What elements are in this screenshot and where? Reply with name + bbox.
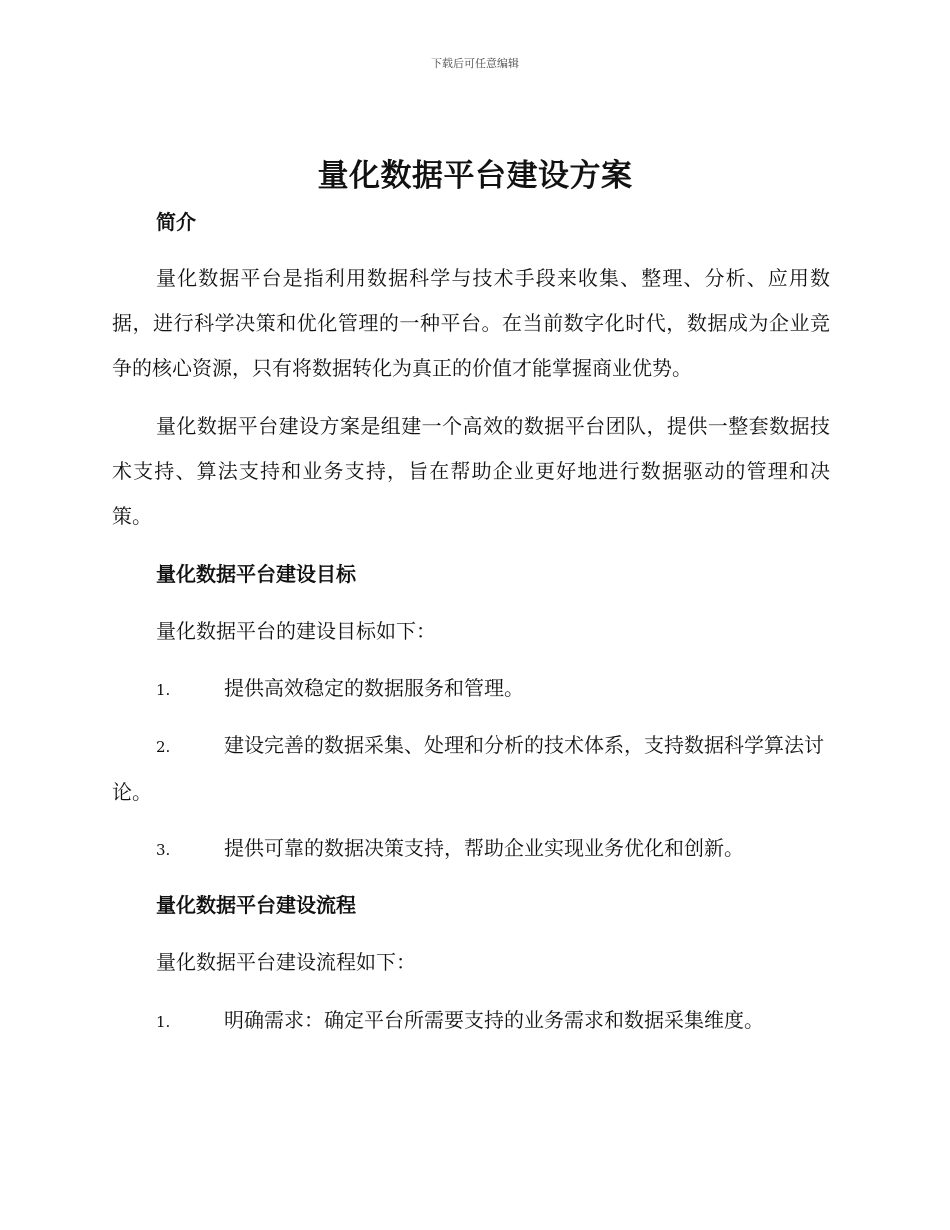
document-title: 量化数据平台建设方案 bbox=[317, 158, 633, 194]
process-heading: 量化数据平台建设流程 bbox=[156, 893, 356, 917]
goal-item-2 bbox=[112, 723, 830, 815]
intro-heading: 简介 bbox=[156, 210, 196, 234]
goal-number: 1. bbox=[156, 681, 171, 699]
process-intro: 量化数据平台建设流程如下： bbox=[156, 950, 416, 974]
goal-number: 3. bbox=[156, 841, 171, 859]
goal-item-1 bbox=[112, 666, 830, 713]
goal-text: 提供可靠的数据决策支持，帮助企业实现业务优化和创新。 bbox=[224, 836, 744, 860]
process-number: 1. bbox=[156, 1013, 171, 1031]
goal-number: 2. bbox=[156, 738, 171, 756]
intro-paragraph-2: 量化数据平台建设方案是组建一个高效的数据平台团队，提供一整套数据技术支持、算法支持和业务支持，旨在帮助企业更好地进行数据驱动的管理和决策。 bbox=[112, 414, 830, 528]
goal-text: 提供高效稳定的数据服务和管理。 bbox=[224, 676, 524, 700]
intro-paragraph-1: 量化数据平台是指利用数据科学与技术手段来收集、整理、分析、应用数据，进行科学决策和优化管理的一种平台。在当前数字化时代，数据成为企业竞争的核心资源，只有将数据转化为真正的价值才能掌握商业优势。 bbox=[112, 266, 830, 380]
goals-intro: 量化数据平台的建设目标如下： bbox=[156, 619, 436, 643]
goals-heading: 量化数据平台建设目标 bbox=[156, 562, 356, 586]
process-text: 明确需求：确定平台所需要支持的业务需求和数据采集维度。 bbox=[224, 1008, 764, 1032]
process-item-1 bbox=[112, 998, 830, 1045]
header-note: 下载后可任意编辑 bbox=[431, 57, 519, 70]
goal-text: 建设完善的数据采集、处理和分析的技术体系，支持数据科学算法讨论。 bbox=[112, 733, 824, 804]
goal-item-3 bbox=[112, 826, 830, 873]
